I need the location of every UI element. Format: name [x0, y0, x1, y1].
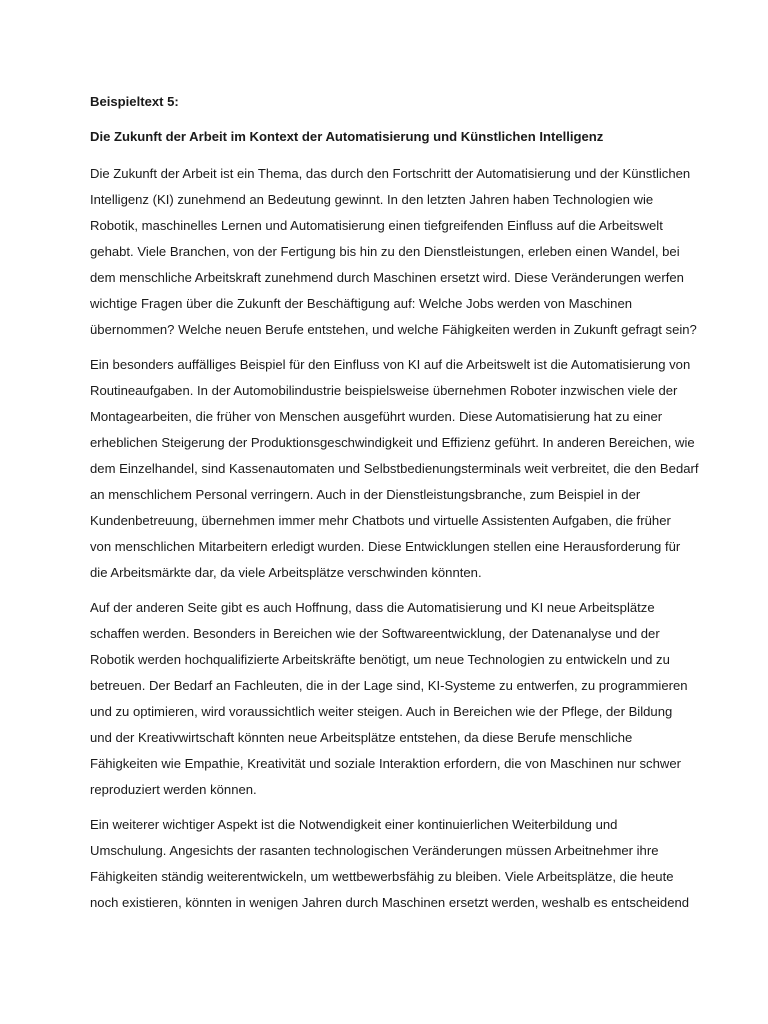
paragraph-line: betreuen. Der Bedarf an Fachleuten, die in der Lage sind, KI-Systeme zu entwerfen, zu programmieren: [90, 678, 688, 693]
body-paragraph: [90, 812, 690, 916]
paragraph-line: Fähigkeiten wie Empathie, Kreativität und soziale Interaktion erfordern, die von Maschinen nur schwer: [90, 756, 681, 771]
document-page: [90, 93, 699, 925]
paragraph-line: dem Einzelhandel, sind Kassenautomaten und Selbstbedienungsterminals weit verbreitet, die den Bedarf: [90, 461, 699, 476]
document-body: [90, 161, 699, 916]
paragraph-line: von menschlichen Mitarbeitern erledigt wurden. Diese Entwicklungen stellen eine Herausforderung für: [90, 539, 681, 554]
paragraph-line: schaffen werden. Besonders in Bereichen wie der Softwareentwicklung, der Datenanalyse und der: [90, 626, 660, 641]
paragraph-line: erheblichen Steigerung der Produktionsgeschwindigkeit und Effizienz geführt. In anderen Bereichen, wie: [90, 435, 695, 450]
paragraph-line: Ein weiterer wichtiger Aspekt ist die Notwendigkeit einer kontinuierlichen Weiterbildung und: [90, 817, 618, 832]
paragraph-line: Umschulung. Angesichts der rasanten technologischen Veränderungen müssen Arbeitnehmer ihre: [90, 843, 659, 858]
paragraph-line: Ein besonders auffälliges Beispiel für den Einfluss von KI auf die Arbeitswelt ist die Automatisierung von: [90, 357, 691, 372]
paragraph-line: Kundenbetreuung, übernehmen immer mehr Chatbots und virtuelle Assistenten Aufgaben, die früher: [90, 513, 671, 528]
paragraph-line: und zu optimieren, wird voraussichtlich weiter steigen. Auch in Bereichen wie der Pflege, der Bildung: [90, 704, 673, 719]
paragraph-line: die Arbeitsmärkte dar, da viele Arbeitsplätze verschwinden könnten.: [90, 565, 482, 580]
paragraph-line: Robotik, maschinelles Lernen und Automatisierung einen tiefgreifenden Einfluss auf die Arbeitswelt: [90, 218, 663, 233]
paragraph-line: an menschlichem Personal verringern. Auch in der Dienstleistungsbranche, zum Beispiel in der: [90, 487, 641, 502]
paragraph-line: gehabt. Viele Branchen, von der Fertigung bis hin zu den Dienstleistungen, erleben einen Wandel, bei: [90, 244, 680, 259]
paragraph-line: Intelligenz (KI) zunehmend an Bedeutung gewinnt. In den letzten Jahren haben Technologien wie: [90, 192, 654, 207]
paragraph-line: dem menschliche Arbeitskraft zunehmend durch Maschinen ersetzt wird. Diese Veränderungen werfen: [90, 270, 684, 285]
body-paragraph: [90, 161, 697, 343]
paragraph-line: Auf der anderen Seite gibt es auch Hoffnung, dass die Automatisierung und KI neue Arbeitsplätze: [90, 600, 655, 615]
paragraph-line: Fähigkeiten ständig weiterentwickeln, um wettbewerbsfähig zu bleiben. Viele Arbeitsplätze, die heute: [90, 869, 674, 884]
paragraph-line: noch existieren, könnten in wenigen Jahren durch Maschinen ersetzt werden, weshalb es entscheidend: [90, 895, 690, 910]
paragraph-line: reproduziert werden können.: [90, 782, 257, 797]
paragraph-line: übernommen? Welche neuen Berufe entstehen, und welche Fähigkeiten werden in Zukunft gefragt sein?: [90, 322, 697, 337]
document-title: Die Zukunft der Arbeit im Kontext der Automatisierung und Künstlichen Intelligenz: [90, 129, 604, 144]
document-label: Beispieltext 5:: [90, 94, 179, 109]
paragraph-line: Routineaufgaben. In der Automobilindustrie beispielsweise übernehmen Roboter inzwischen viele der: [90, 383, 678, 398]
paragraph-line: Montagearbeiten, die früher von Menschen ausgeführt wurden. Diese Automatisierung hat zu einer: [90, 409, 663, 424]
paragraph-line: Robotik werden hochqualifizierte Arbeitskräfte benötigt, um neue Technologien zu entwickeln und zu: [90, 652, 670, 667]
paragraph-line: Die Zukunft der Arbeit ist ein Thema, das durch den Fortschritt der Automatisierung und der Künstlichen: [90, 166, 691, 181]
body-paragraph: [90, 352, 699, 586]
paragraph-line: und der Kreativwirtschaft könnten neue Arbeitsplätze entstehen, da diese Berufe menschliche: [90, 730, 633, 745]
body-paragraph: [90, 595, 690, 803]
paragraph-line: wichtige Fragen über die Zukunft der Beschäftigung auf: Welche Jobs werden von Maschinen: [90, 296, 633, 311]
